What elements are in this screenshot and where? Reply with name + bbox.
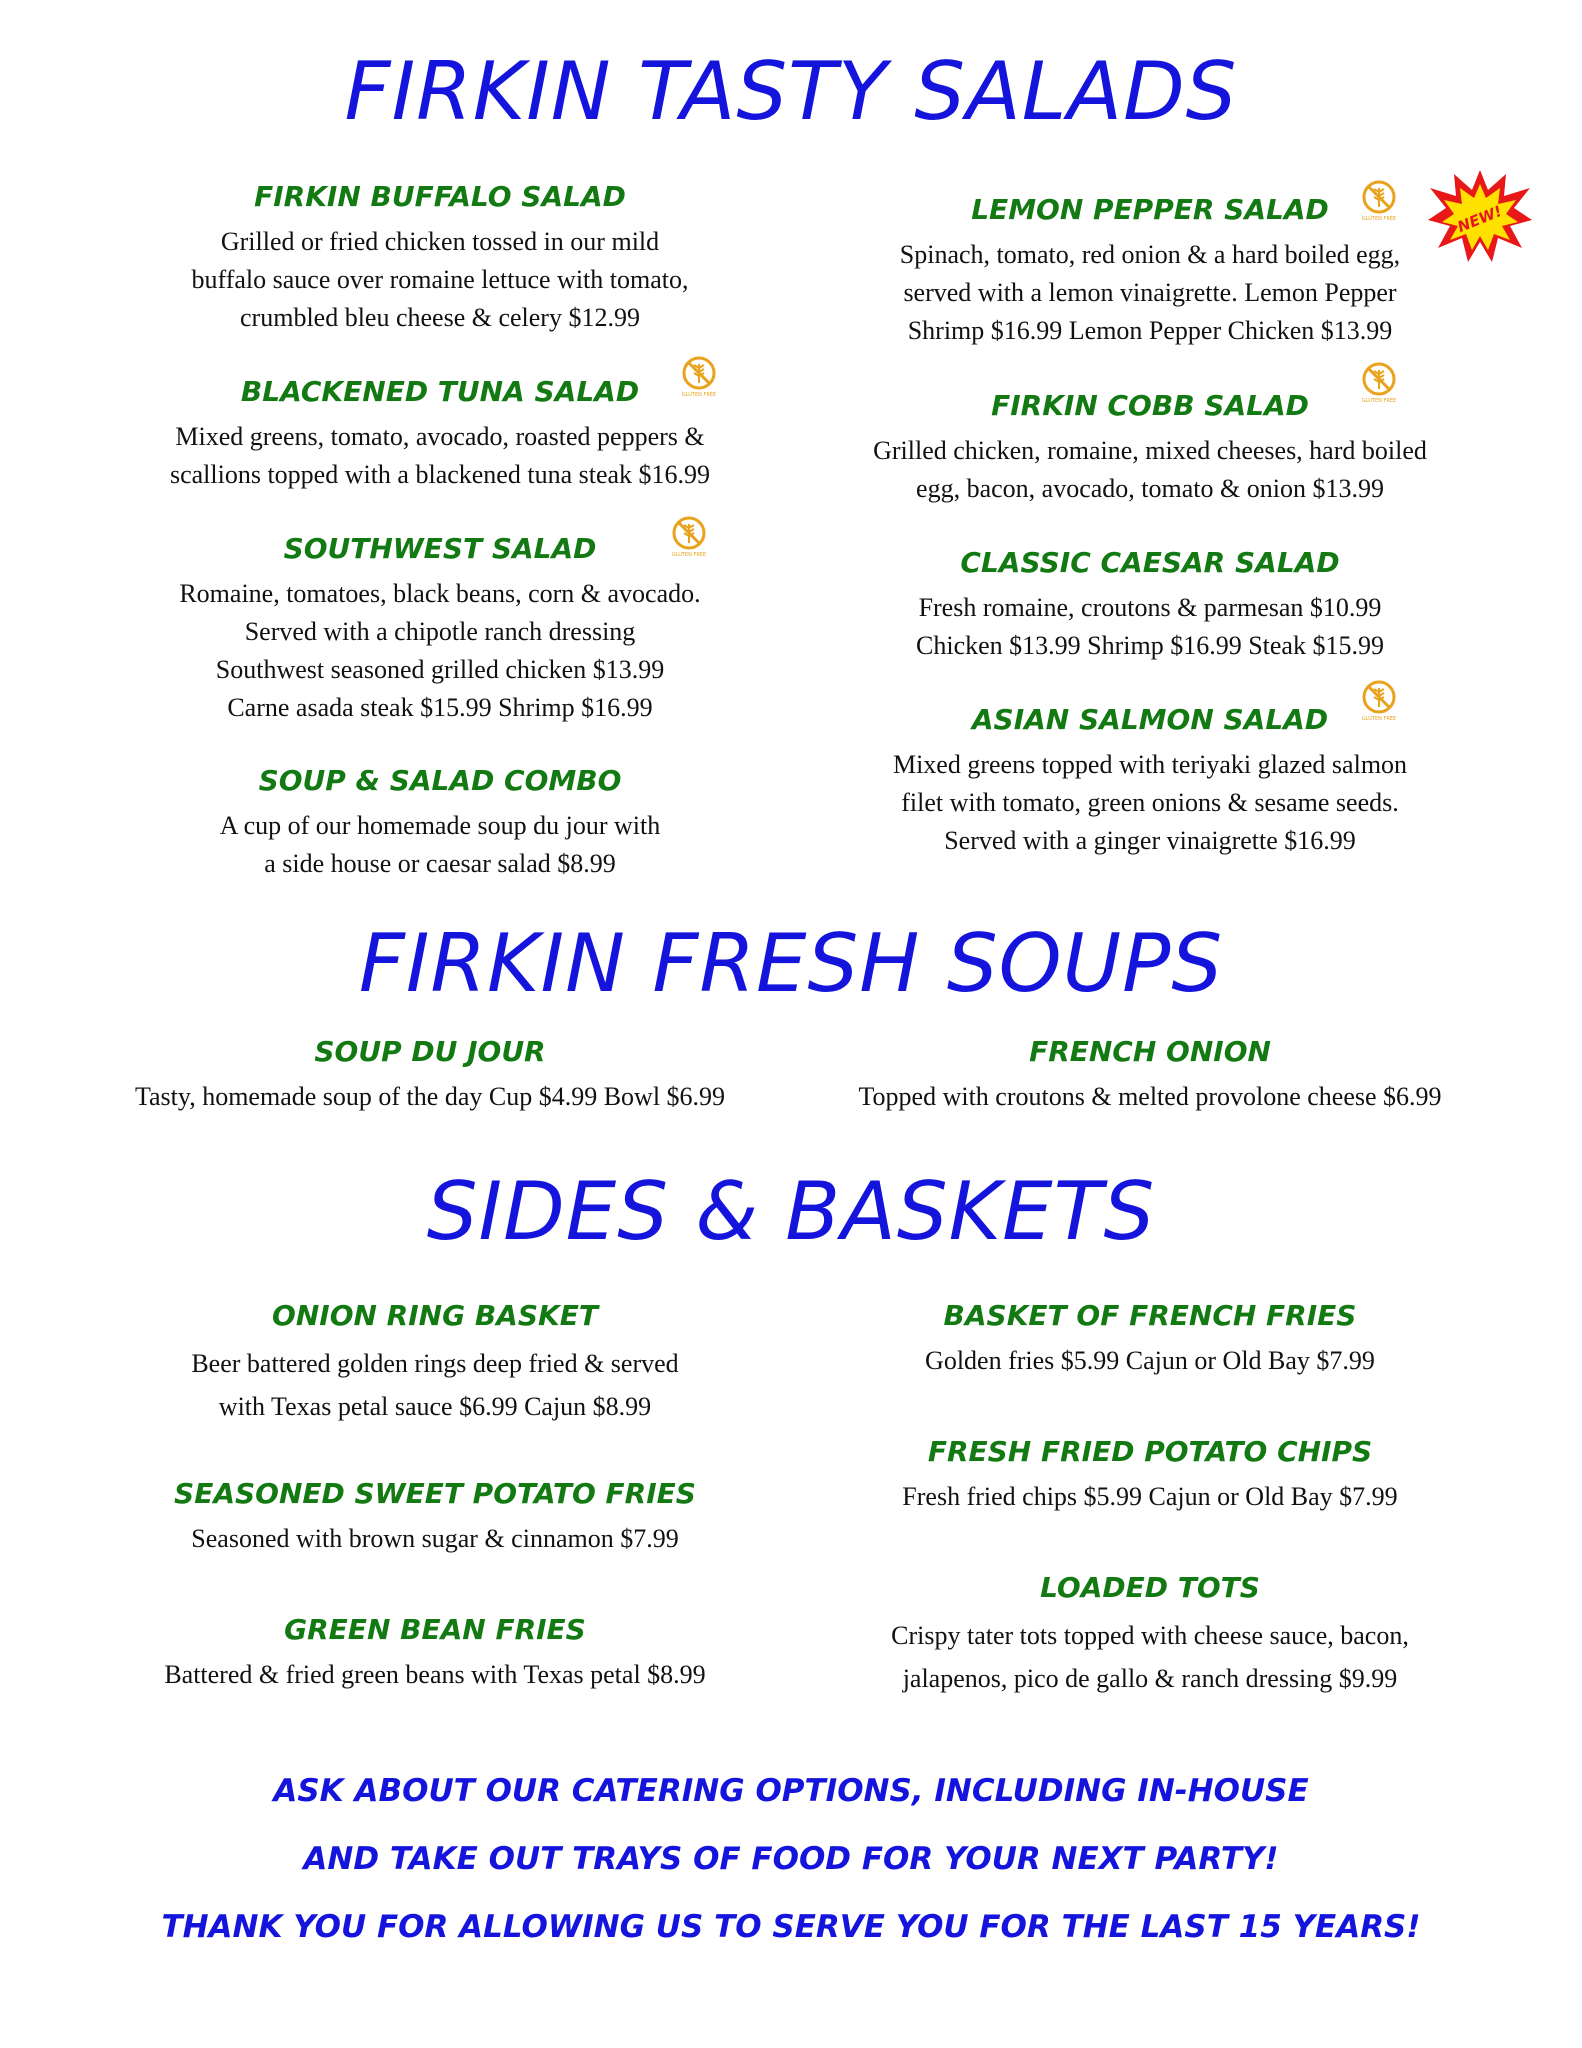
- gluten-free-icon: [680, 356, 718, 404]
- section-title-sides: SIDES & BASKETS: [426, 1165, 1156, 1258]
- gluten-free-label: GLUTEN FREE: [681, 392, 717, 398]
- gluten-free-icon: [670, 516, 708, 564]
- gluten-free-label: GLUTEN FREE: [671, 552, 707, 558]
- item-description: [120, 807, 760, 883]
- item-description: [820, 1342, 1480, 1380]
- new-starburst-icon: [1426, 168, 1534, 264]
- menu-item-asian-salmon-salad: [830, 703, 1470, 860]
- gluten-free-label: GLUTEN FREE: [1361, 398, 1397, 404]
- menu-item-loaded-tots: [820, 1571, 1480, 1700]
- desc-line: crumbled bleu cheese & celery $12.99: [240, 303, 640, 332]
- desc-line: Golden fries $5.99 Cajun or Old Bay $7.99: [925, 1346, 1375, 1375]
- desc-line: scallions topped with a blackened tuna steak $16.99: [169, 460, 711, 489]
- desc-line: Grilled or fried chicken tossed in our mild: [220, 227, 660, 256]
- menu-item-southwest-salad: [120, 532, 760, 727]
- item-title: FRENCH ONION: [1029, 1035, 1271, 1068]
- footer-thank-you: THANK YOU FOR ALLOWING US TO SERVE YOU FOR THE LAST 15 YEARS!: [161, 1909, 1421, 1945]
- item-description: [100, 1078, 760, 1116]
- section-title-soups: FIRKIN FRESH SOUPS: [358, 917, 1224, 1010]
- desc-line: Topped with croutons & melted provolone cheese $6.99: [858, 1082, 1442, 1111]
- desc-line: Shrimp $16.99 Lemon Pepper Chicken $13.99: [907, 316, 1393, 345]
- desc-line: served with a lemon vinaigrette. Lemon Pepper: [903, 278, 1397, 307]
- item-description: [120, 223, 760, 337]
- desc-line: Southwest seasoned grilled chicken $13.99: [215, 655, 665, 684]
- desc-line: Beer battered golden rings deep fried & served: [191, 1349, 679, 1378]
- menu-item-potato-chips: [820, 1435, 1480, 1516]
- menu-item-sweet-potato-fries: [110, 1477, 760, 1558]
- section-title-salads: FIRKIN TASTY SALADS: [344, 45, 1238, 138]
- menu-item-blackened-tuna-salad: [120, 375, 760, 494]
- desc-line: filet with tomato, green onions & sesame seeds.: [901, 788, 1399, 817]
- item-description: [120, 418, 760, 494]
- desc-line: Carne asada steak $15.99 Shrimp $16.99: [227, 693, 653, 722]
- desc-line: Fresh romaine, croutons & parmesan $10.99: [918, 593, 1382, 622]
- desc-line: Battered & fried green beans with Texas petal $8.99: [164, 1660, 706, 1689]
- item-description: [830, 432, 1470, 508]
- item-title: FIRKIN BUFFALO SALAD: [254, 180, 626, 213]
- item-title: GREEN BEAN FRIES: [284, 1613, 586, 1646]
- menu-item-buffalo-salad: [120, 180, 760, 337]
- item-description: [830, 236, 1470, 350]
- gluten-free-label: GLUTEN FREE: [1361, 216, 1397, 222]
- desc-line: with Texas petal sauce $6.99 Cajun $8.99: [218, 1392, 652, 1421]
- item-title: SEASONED SWEET POTATO FRIES: [174, 1477, 696, 1510]
- gluten-free-icon: [1360, 680, 1398, 728]
- footer-catering-line2: AND TAKE OUT TRAYS OF FOOD FOR YOUR NEXT PARTY!: [303, 1841, 1279, 1877]
- item-description: [820, 1478, 1480, 1516]
- desc-line: Seasoned with brown sugar & cinnamon $7.99: [191, 1524, 679, 1553]
- footer-catering-line1: ASK ABOUT OUR CATERING OPTIONS, INCLUDING IN-HOUSE: [273, 1773, 1309, 1809]
- desc-line: Served with a ginger vinaigrette $16.99: [944, 826, 1356, 855]
- menu-item-french-fries: [820, 1299, 1480, 1380]
- desc-line: Crispy tater tots topped with cheese sauce, bacon,: [891, 1621, 1409, 1650]
- menu-item-green-bean-fries: [110, 1613, 760, 1694]
- desc-line: Romaine, tomatoes, black beans, corn & avocado.: [179, 579, 701, 608]
- desc-line: Mixed greens, tomato, avocado, roasted peppers &: [175, 422, 705, 451]
- item-title: ONION RING BASKET: [272, 1299, 598, 1332]
- desc-line: egg, bacon, avocado, tomato & onion $13.99: [916, 474, 1384, 503]
- item-title: SOUTHWEST SALAD: [283, 532, 597, 565]
- item-description: [820, 1614, 1480, 1700]
- menu-item-soup-du-jour: [100, 1035, 760, 1116]
- menu-item-onion-ring-basket: [110, 1299, 760, 1428]
- desc-line: A cup of our homemade soup du jour with: [219, 811, 661, 840]
- menu-item-classic-caesar-salad: [830, 546, 1470, 665]
- gluten-free-icon: [1360, 180, 1398, 228]
- item-title: LEMON PEPPER SALAD: [971, 193, 1329, 226]
- item-description: [810, 1078, 1490, 1116]
- item-title: BASKET OF FRENCH FRIES: [943, 1299, 1357, 1332]
- item-title: FIRKIN COBB SALAD: [991, 389, 1309, 422]
- item-description: [110, 1656, 760, 1694]
- item-description: [110, 1342, 760, 1428]
- desc-line: Mixed greens topped with teriyaki glazed salmon: [892, 750, 1408, 779]
- gluten-free-label: GLUTEN FREE: [1361, 716, 1397, 722]
- menu-item-french-onion: [810, 1035, 1490, 1116]
- item-title: FRESH FRIED POTATO CHIPS: [927, 1435, 1373, 1468]
- item-title: SOUP DU JOUR: [314, 1035, 546, 1068]
- desc-line: Grilled chicken, romaine, mixed cheeses, hard boiled: [873, 436, 1427, 465]
- desc-line: Served with a chipotle ranch dressing: [244, 617, 636, 646]
- item-description: [120, 575, 760, 727]
- desc-line: Spinach, tomato, red onion & a hard boiled egg,: [899, 240, 1401, 269]
- desc-line: jalapenos, pico de gallo & ranch dressing $9.99: [902, 1664, 1398, 1693]
- item-title: CLASSIC CAESAR SALAD: [960, 546, 1340, 579]
- new-label: NEW!: [1454, 202, 1505, 237]
- desc-line: Tasty, homemade soup of the day Cup $4.99 Bowl $6.99: [134, 1082, 726, 1111]
- item-title: BLACKENED TUNA SALAD: [240, 375, 640, 408]
- item-title: LOADED TOTS: [1040, 1571, 1260, 1604]
- desc-line: Fresh fried chips $5.99 Cajun or Old Bay $7.99: [902, 1482, 1398, 1511]
- desc-line: a side house or caesar salad $8.99: [264, 849, 616, 878]
- gluten-free-icon: [1360, 362, 1398, 410]
- item-title: SOUP & SALAD COMBO: [258, 764, 622, 797]
- item-description: [830, 589, 1470, 665]
- item-title: ASIAN SALMON SALAD: [971, 703, 1329, 736]
- item-description: [830, 746, 1470, 860]
- desc-line: buffalo sauce over romaine lettuce with tomato,: [191, 265, 689, 294]
- menu-item-soup-salad-combo: [120, 764, 760, 883]
- desc-line: Chicken $13.99 Shrimp $16.99 Steak $15.99: [916, 631, 1384, 660]
- item-description: [110, 1520, 760, 1558]
